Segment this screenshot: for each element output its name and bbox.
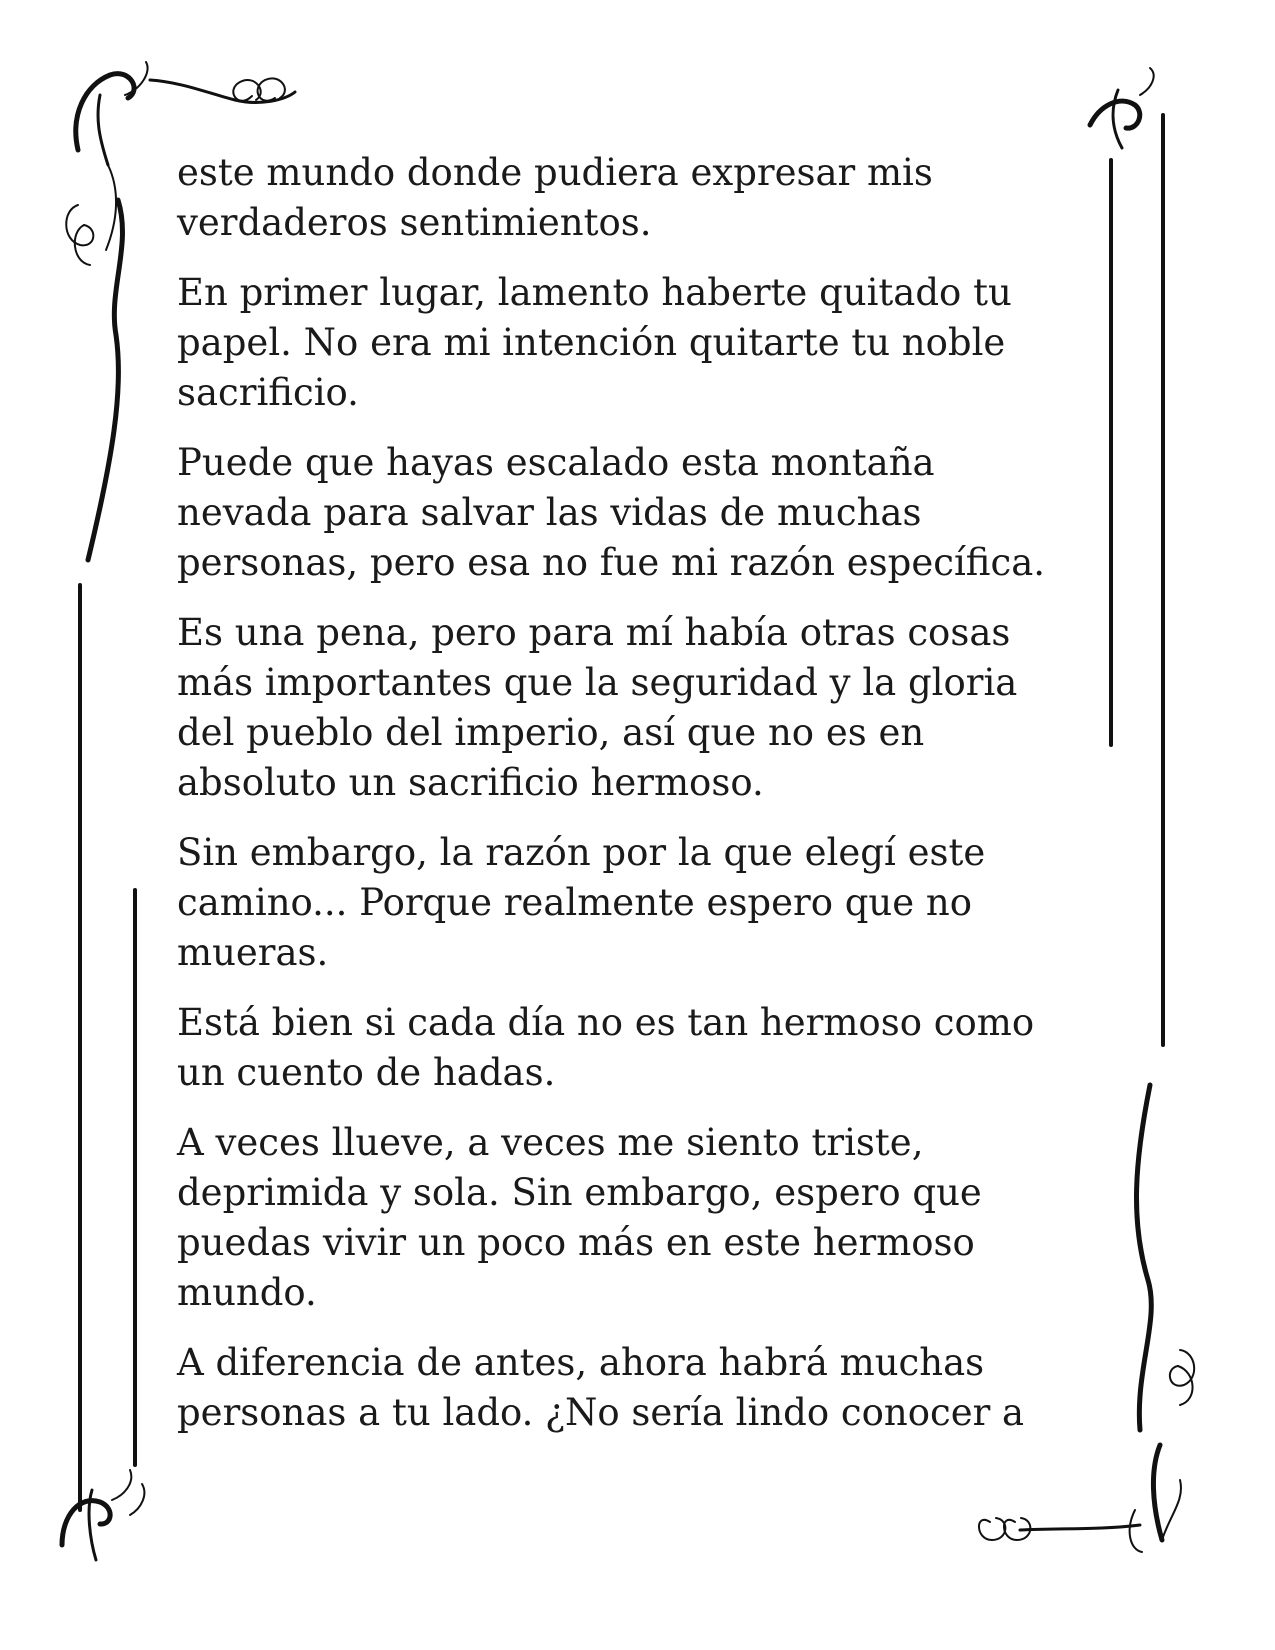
paragraph: Está bien si cada día no es tan hermoso como un cuento de hadas.	[177, 1001, 1035, 1094]
paragraph: A diferencia de antes, ahora habrá muchas personas a tu lado. ¿No sería lindo conocer a	[177, 1341, 1025, 1434]
flourish-top-right-icon	[1090, 68, 1163, 1045]
paragraph: A veces llueve, a veces me siento triste, deprimida y sola. Sin embargo, espero que puedas vivir un poco más en este hermoso mundo.	[177, 1121, 982, 1314]
paragraph: Es una pena, pero para mí había otras cosas más importantes que la seguridad y la gloria del pueblo del imperio, así que no es en absoluto un sacrificio hermoso.	[177, 611, 1018, 804]
paragraph: En primer lugar, lamento haberte quitado tu papel. No era mi intención quitarte tu noble sacrificio.	[177, 271, 1012, 414]
letter-body	[177, 148, 1077, 1458]
paragraph: este mundo donde pudiera expresar mis verdaderos sentimientos.	[177, 151, 933, 244]
flourish-bottom-left-icon	[62, 890, 144, 1560]
paragraph: Puede que hayas escalado esta montaña nevada para salvar las vidas de muchas personas, pero esa no fue mi razón específica.	[177, 441, 1046, 584]
paragraph: Sin embargo, la razón por la que elegí este camino... Porque realmente espero que no mueras.	[177, 831, 986, 974]
